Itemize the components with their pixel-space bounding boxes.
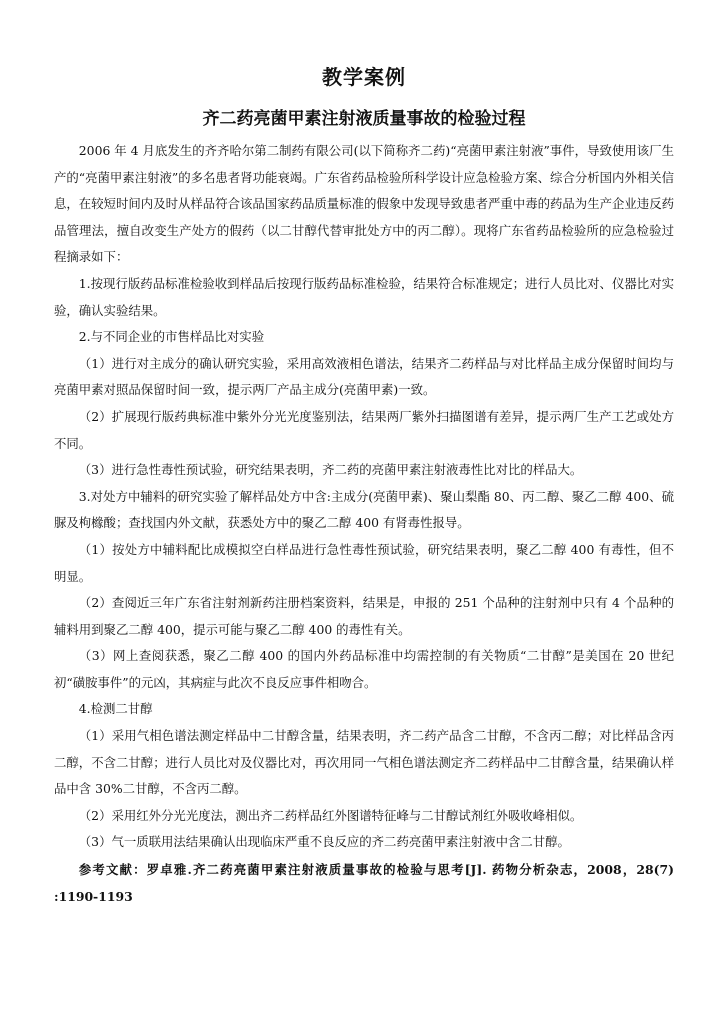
paragraph-intro: 2006 年 4 月底发生的齐齐哈尔第二制药有限公司(以下简称齐二药)“亮菌甲素注射液”事件，导致使用该厂生产的“亮菌甲素注射液”的多名患者肾功能衰竭。广东省药品检验所科学设计应急检验方案、综合分析国内外相关信息，在较短时间内及时从样品符合该品国家药品质量标准的假象中发现导致患者严重中毒的药品为生产企业违反药品管理法，擅自改变生产处方的假药（以二甘醇代替审批处方中的丙二醇）。现将广东省药品检验所的应急检验过程摘录如下： (54, 143, 674, 265)
paragraph-step-4-1: （1）采用气相色谱法测定样品中二甘醇含量，结果表明，齐二药产品含二甘醇，不含丙二醇；对比样品含丙二醇，不含二甘醇；进行人员比对及仪器比对，再次用同一气相色谱法测定齐二药样品中二甘醇含量，结果确认样品中含 30%二甘醇，不含丙二醇。 (54, 728, 674, 797)
case-subtitle: 齐二药亮菌甲素注射液质量事故的检验过程 (202, 109, 526, 129)
paragraph-step-3-2: （2）查阅近三年广东省注射剂新药注册档案资料，结果是，申报的 251 个品种的注射剂中只有 4 个品种的辅料用到聚乙二醇 400，提示可能与聚乙二醇 400 的毒性有关。 (54, 595, 674, 637)
reference-citation: 参考文献：罗卓雅.齐二药亮菌甲素注射液质量事故的检验与思考[J]. 药物分析杂志，2008，28(7) :1190-1193 (54, 862, 674, 905)
paragraph-step-2-2: （2）扩展现行版药典标准中紫外分光光度鉴别法，结果两厂紫外扫描图谱有差异，提示两厂生产工艺或处方不同。 (54, 408, 674, 451)
document-body (54, 138, 674, 856)
paragraph-step-4-3: （3）气一质联用法结果确认出现临床严重不良反应的齐二药亮菌甲素注射液中含二甘醇。 (78, 834, 570, 850)
paragraph-step-2-3: （3）进行急性毒性预试验，研究结果表明，齐二药的亮菌甲素注射液毒性比对比的样品大。 (78, 462, 583, 478)
paragraph-step-4-2: （2）采用红外分光光度法，测出齐二药样品红外图谱特征峰与二甘醇试剂红外吸收峰相似。 (78, 807, 583, 823)
document-page (54, 62, 674, 910)
paragraph-step-2-heading: 2.与不同企业的市售样品比对实验 (78, 329, 265, 345)
paragraph-step-4-heading: 4.检测二甘醇 (78, 701, 153, 717)
paragraph-step-3-1: （1）按处方中辅料配比成模拟空白样品进行急性毒性预试验，研究结果表明，聚乙二醇 400 有毒性，但不明显。 (54, 541, 674, 584)
paragraph-step-3-3: （3）网上查阅获悉，聚乙二醇 400 的国内外药品标准中均需控制的有关物质“二甘醇”是美国在 20 世纪初“磺胺事件”的元凶，其病症与此次不良反应事件相吻合。 (54, 648, 674, 690)
paragraph-step-2-1: （1）进行对主成分的确认研究实验，采用高效液相色谱法，结果齐二药样品与对比样品主成分保留时间均与亮菌甲素对照品保留时间一致，提示两厂产品主成分(亮菌甲素)一致。 (54, 355, 674, 398)
paragraph-step-1: 1.按现行版药品标准检验收到样品后按现行版药品标准检验，结果符合标准规定；进行人员比对、仪器比对实验，确认实验结果。 (54, 275, 674, 318)
page-title: 教学案例 (322, 65, 406, 89)
paragraph-step-3-heading: 3.对处方中辅料的研究实验了解样品处方中含:主成分(亮菌甲素)、聚山梨酯 80、丙二醇、聚乙二醇 400、硫脲及枸橼酸；查找国内外文献，获悉处方中的聚乙二醇 400 有肾毒性报导。 (54, 488, 674, 531)
